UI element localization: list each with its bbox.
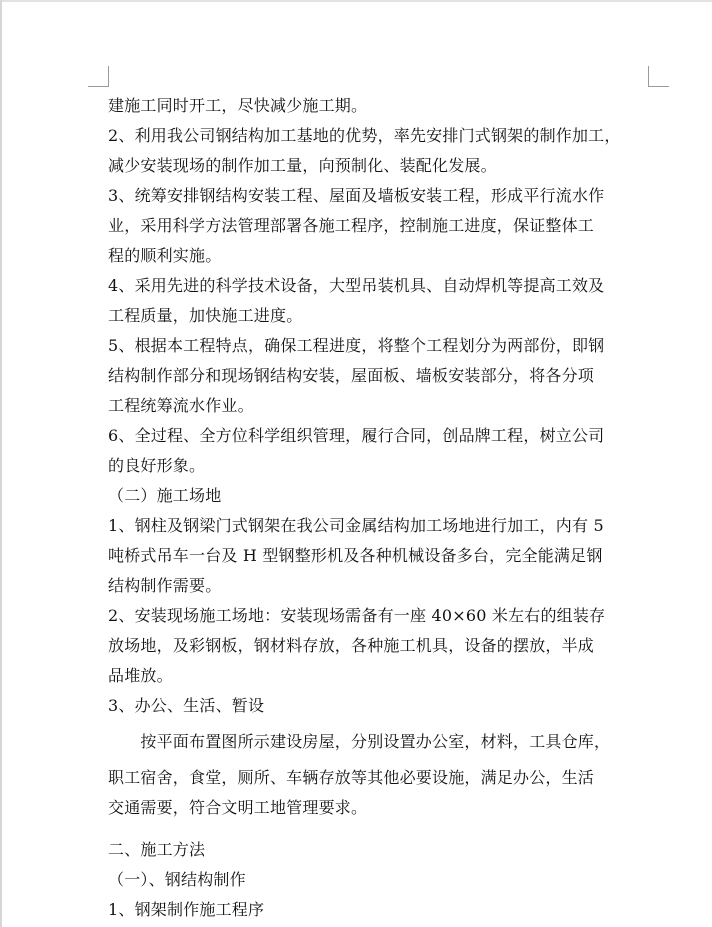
text-line: 放场地，及彩钢板，钢材料存放，各种施工机具，设备的摆放，半成 xyxy=(108,636,595,655)
text-line: 工程统筹流水作业。 xyxy=(108,396,254,415)
chapter-heading: 二、施工方法 xyxy=(108,840,206,859)
text-line: 的良好形象。 xyxy=(108,456,206,475)
section-heading: （二）施工场地 xyxy=(108,486,222,505)
page-top-edge xyxy=(0,0,712,2)
text-line: 4、采用先进的科学技术设备，大型吊装机具、自动焊机等提高工效及 xyxy=(108,276,605,295)
text-line: 按平面布置图所示建设房屋，分别设置办公室，材料，工具仓库， xyxy=(108,732,611,751)
text-line: 吨桥式吊车一台及 H 型钢整形机及各种机械设备多台，完全能满足钢 xyxy=(108,546,603,565)
section-heading: （一）、钢结构制作 xyxy=(108,870,246,889)
text-line: 品堆放。 xyxy=(108,666,173,685)
margin-corner-mark-right xyxy=(648,66,669,87)
text-line: 程的顺利实施。 xyxy=(108,246,222,265)
text-line: 交通需要，符合文明工地管理要求。 xyxy=(108,798,368,817)
text-line: 2、安装现场施工场地：安装现场需备有一座 40×60 米左右的组装存 xyxy=(108,606,606,625)
text-line: 3、办公、生活、暂设 xyxy=(108,696,265,715)
text-line: 职工宿舍，食堂，厕所、车辆存放等其他必要设施，满足办公，生活 xyxy=(108,768,595,787)
text-line: 3、统筹安排钢结构安装工程、屋面及墙板安装工程，形成平行流水作 xyxy=(108,186,605,205)
text-line: 6、全过程、全方位科学组织管理，履行合同，创品牌工程，树立公司 xyxy=(108,426,605,445)
page-left-edge xyxy=(0,0,2,927)
text-line: 减少安装现场的制作加工量，向预制化、装配化发展。 xyxy=(108,156,497,175)
text-line: 建施工同时开工，尽快减少施工期。 xyxy=(108,96,368,115)
text-line: 5、根据本工程特点，确保工程进度，将整个工程划分为两部份，即钢 xyxy=(108,336,605,355)
text-line: 工程质量，加快施工进度。 xyxy=(108,306,303,325)
margin-corner-mark-left xyxy=(88,66,109,87)
text-line: 结构制作部分和现场钢结构安装，屋面板、墙板安装部分，将各分项 xyxy=(108,366,595,385)
text-line: 业，采用科学方法管理部署各施工程序，控制施工进度，保证整体工 xyxy=(108,216,595,235)
text-line: 1、钢柱及钢梁门式钢架在我公司金属结构加工场地进行加工，内有 5 xyxy=(108,516,604,535)
text-line: 2、利用我公司钢结构加工基地的优势，率先安排门式钢架的制作加工， xyxy=(108,126,621,145)
text-line: 1、钢架制作施工程序 xyxy=(108,900,265,919)
text-line: 结构制作需要。 xyxy=(108,576,222,595)
document-body xyxy=(108,91,650,925)
